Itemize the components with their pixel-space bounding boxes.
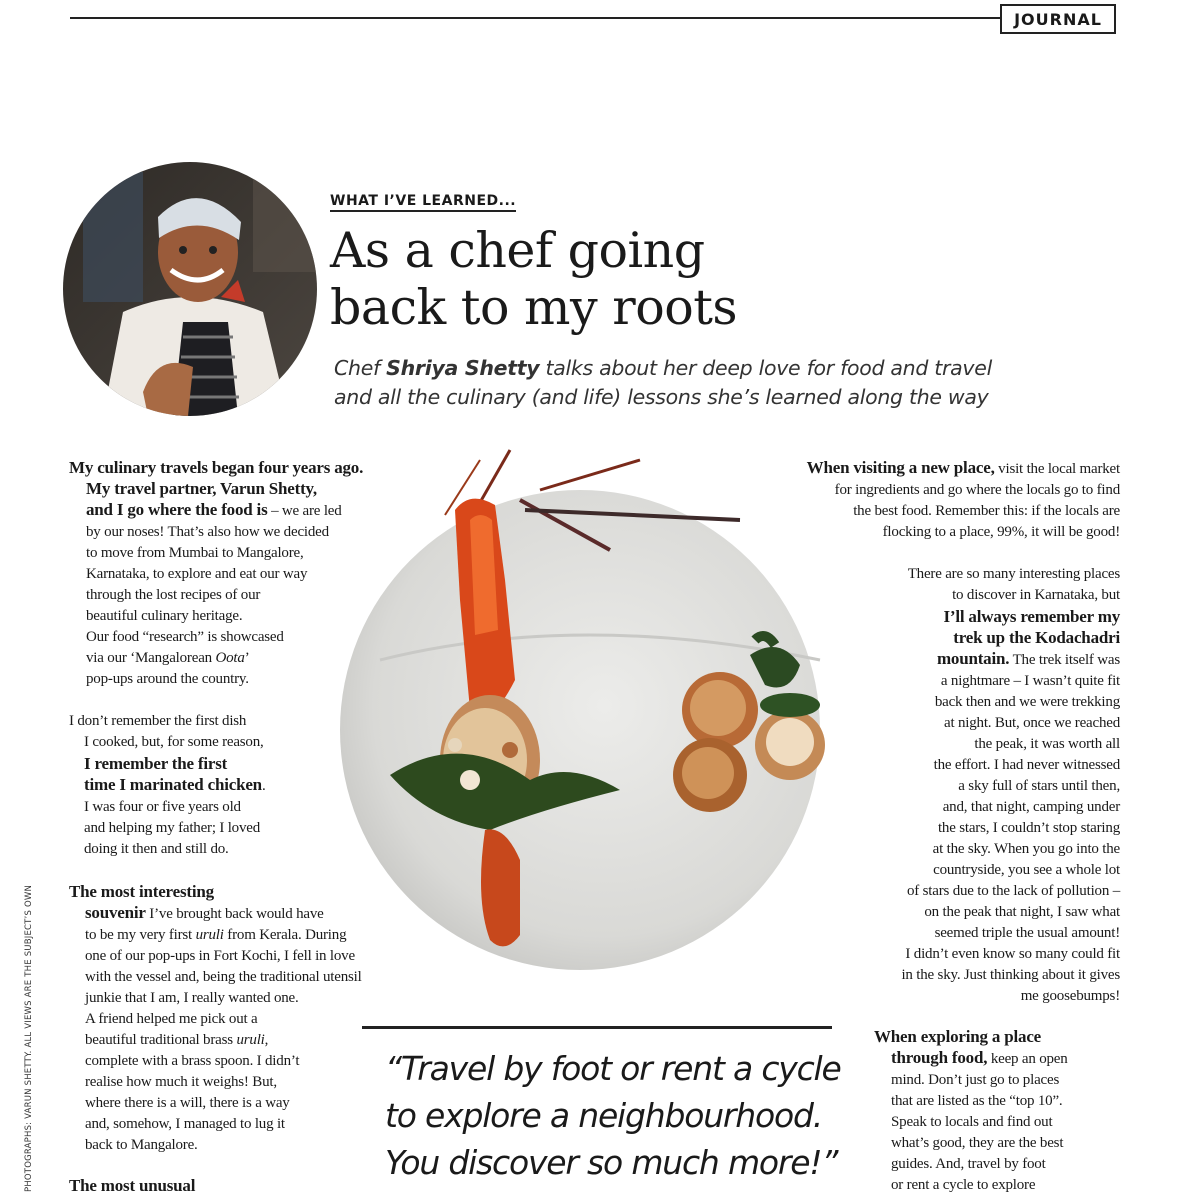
paragraph bbox=[69, 457, 363, 690]
standfirst-text: Chef bbox=[334, 356, 387, 380]
text-line: doing it then and still do. bbox=[84, 841, 229, 857]
text: keep an open bbox=[987, 1051, 1068, 1067]
text-line bbox=[85, 925, 363, 946]
text: from Kerala. During bbox=[223, 927, 347, 943]
section-label: JOURNAL bbox=[1000, 4, 1116, 34]
text-line: The most unusual bbox=[69, 1176, 196, 1195]
bold-text: through food, bbox=[891, 1048, 988, 1067]
article-standfirst bbox=[334, 354, 994, 412]
text-line: When exploring a place bbox=[874, 1027, 1042, 1046]
text-line: I don’t remember the first dish bbox=[69, 713, 247, 729]
text-line: junkie that I am, I really wanted one. bbox=[85, 990, 299, 1006]
text-line: by our noses! That’s also how we decided bbox=[86, 524, 329, 540]
text-line: beautiful culinary heritage. bbox=[86, 608, 243, 624]
text-line: and, somehow, I managed to lug it bbox=[85, 1116, 285, 1132]
text-line: a sky full of stars until then, bbox=[958, 778, 1120, 794]
text-line: Speak to locals and find out bbox=[891, 1114, 1053, 1130]
bold-text: time I marinated chicken bbox=[84, 775, 262, 794]
text-line: that are listed as the “top 10”. bbox=[891, 1093, 1063, 1109]
text-line: back to Mangalore. bbox=[85, 1137, 198, 1153]
bold-text: and I go where the food is bbox=[86, 500, 268, 519]
text: to be my very first bbox=[85, 927, 196, 943]
text-line: of stars due to the lack of pollution – bbox=[907, 883, 1120, 899]
text-line: guides. And, travel by foot bbox=[891, 1156, 1046, 1172]
text-line: There are so many interesting places bbox=[907, 566, 1120, 582]
text-line: flocking to a place, 99%, it will be good! bbox=[882, 524, 1120, 540]
text-line: with the vessel and, being the traditional utensil bbox=[85, 969, 362, 985]
text-line: Our food “research” is showcased bbox=[86, 629, 284, 645]
text-line: to discover in Karnataka, but bbox=[952, 587, 1120, 603]
text-line: back then and we were trekking bbox=[934, 694, 1120, 710]
text-line bbox=[86, 648, 363, 669]
pull-quote-line: “Travel by foot or rent a cycle bbox=[385, 1049, 841, 1088]
text-line: what’s good, they are the best bbox=[891, 1135, 1064, 1151]
text-line: the stars, I couldn’t stop staring bbox=[937, 820, 1120, 836]
photo-credit: PHOTOGRAPHS: VARUN SHETTY. ALL VIEWS ARE THE SUBJECT’S OWN bbox=[24, 884, 34, 1192]
text-line: at the sky. When you go into the bbox=[932, 841, 1120, 857]
text-line: or rent a cycle to explore bbox=[891, 1177, 1036, 1193]
right-column bbox=[725, 457, 1120, 1007]
text-line bbox=[891, 1047, 1068, 1070]
text-line: pop-ups around the country. bbox=[86, 671, 249, 687]
text-line: complete with a brass spoon. I didn’t bbox=[85, 1053, 300, 1069]
text-line: the effort. I had never witnessed bbox=[933, 757, 1120, 773]
text-line: at night. But, once we reached bbox=[943, 715, 1120, 731]
text-line bbox=[725, 457, 1120, 480]
chef-portrait-photo bbox=[63, 162, 317, 416]
title-line: back to my roots bbox=[330, 279, 738, 336]
text: , bbox=[264, 1032, 269, 1048]
chef-name: Shriya Shetty bbox=[386, 356, 540, 380]
pull-quote-line: to explore a neighbourhood. bbox=[385, 1096, 823, 1135]
paragraph bbox=[69, 1175, 363, 1196]
text-line: to move from Mumbai to Mangalore, bbox=[86, 545, 304, 561]
text-line bbox=[84, 774, 363, 797]
text-line: I remember the first bbox=[84, 754, 228, 773]
text: I’ve brought back would have bbox=[145, 906, 324, 922]
text: . bbox=[261, 778, 266, 794]
text-line: I was four or five years old bbox=[84, 799, 241, 815]
text-line: in the sky. Just thinking about it gives bbox=[901, 967, 1120, 983]
text-line: I’ll always remember my bbox=[943, 607, 1120, 626]
pull-quote bbox=[385, 1045, 841, 1186]
italic-text: uruli bbox=[236, 1032, 265, 1048]
text-line bbox=[86, 499, 363, 522]
text: – we are led bbox=[267, 503, 342, 519]
text-line: The most interesting bbox=[69, 882, 214, 901]
pull-quote-rule bbox=[362, 1026, 832, 1029]
right-column-lower bbox=[874, 1026, 1068, 1196]
text-line: seemed triple the usual amount! bbox=[934, 925, 1120, 941]
text-line: a nightmare – I wasn’t quite fit bbox=[940, 673, 1120, 689]
bold-text: souvenir bbox=[85, 903, 146, 922]
italic-text: uruli bbox=[195, 927, 224, 943]
title-line: As a chef going bbox=[330, 222, 705, 279]
text-line: mind. Don’t just go to places bbox=[891, 1072, 1060, 1088]
paragraph bbox=[69, 711, 363, 860]
text-line: My travel partner, Varun Shetty, bbox=[86, 479, 317, 498]
paragraph bbox=[725, 457, 1120, 543]
text: visit the local market bbox=[994, 461, 1120, 477]
text: The trek itself was bbox=[1009, 652, 1120, 668]
article-title bbox=[330, 222, 737, 336]
pull-quote-line: You discover so much more!” bbox=[385, 1143, 838, 1182]
text-line: and, that night, camping under bbox=[942, 799, 1120, 815]
text-line: Karnataka, to explore and eat our way bbox=[86, 566, 308, 582]
text-line: one of our pop-ups in Fort Kochi, I fell in love bbox=[85, 948, 355, 964]
text-line: on the peak that night, I saw what bbox=[924, 904, 1120, 920]
text-line: for ingredients and go where the locals go to find bbox=[834, 482, 1120, 498]
italic-text: Oota bbox=[215, 650, 245, 666]
text-line: My culinary travels began four years ago. bbox=[69, 458, 364, 477]
text-line: I cooked, but, for some reason, bbox=[84, 734, 264, 750]
standfirst-text: talks about her deep love for food and travel bbox=[539, 356, 992, 380]
left-column bbox=[69, 457, 363, 1196]
text-line: and helping my father; I loved bbox=[84, 820, 261, 836]
text-line: trek up the Kodachadri bbox=[953, 628, 1120, 647]
text-line: through the lost recipes of our bbox=[86, 587, 261, 603]
article-kicker: WHAT I’VE LEARNED... bbox=[330, 193, 516, 212]
text: beautiful traditional brass bbox=[85, 1032, 237, 1048]
text-line bbox=[725, 648, 1120, 671]
text-line: A friend helped me pick out a bbox=[85, 1011, 258, 1027]
header-rule bbox=[70, 17, 1000, 19]
text-line: I didn’t even know so many could fit bbox=[905, 946, 1120, 962]
text-line bbox=[85, 1030, 363, 1051]
bold-text: When visiting a new place, bbox=[806, 458, 995, 477]
text-line: the best food. Remember this: if the locals are bbox=[853, 503, 1120, 519]
text: via our ‘Mangalorean bbox=[86, 650, 216, 666]
paragraph bbox=[725, 564, 1120, 1007]
text-line: the peak, it was worth all bbox=[974, 736, 1120, 752]
paragraph bbox=[69, 881, 363, 1156]
text-line: where there is a will, there is a way bbox=[85, 1095, 290, 1111]
text: ’ bbox=[244, 650, 250, 666]
text-line: countryside, you see a whole lot bbox=[933, 862, 1120, 878]
text-line: me goosebumps! bbox=[1020, 988, 1120, 1004]
text-line: realise how much it weighs! But, bbox=[85, 1074, 277, 1090]
standfirst-text: and all the culinary (and life) lessons she’s learned along the way bbox=[334, 385, 989, 409]
text-line bbox=[85, 902, 363, 925]
bold-text: mountain. bbox=[936, 649, 1010, 668]
